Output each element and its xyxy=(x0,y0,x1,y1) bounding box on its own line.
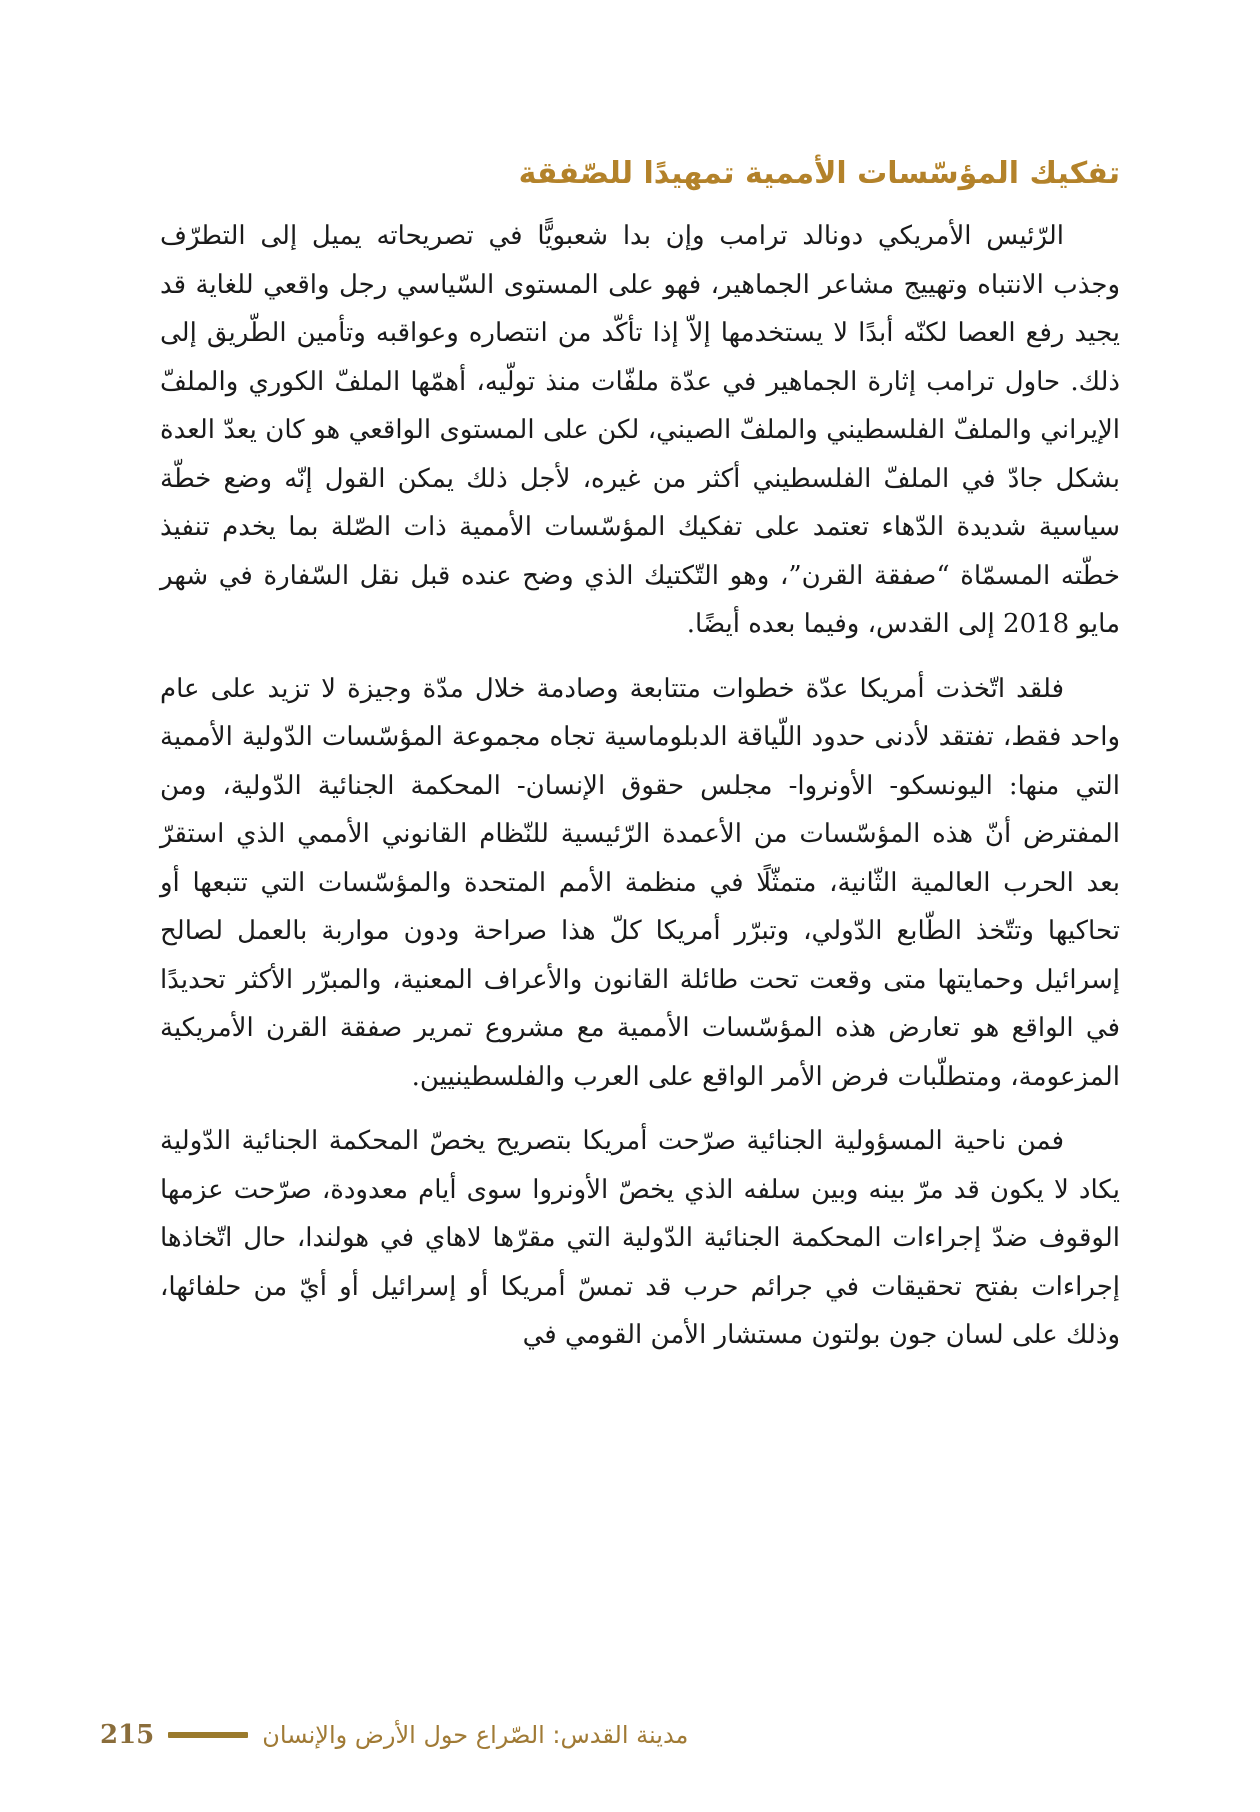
section-heading: تفكيك المؤسّسات الأممية تمهيدًا للصّفقة xyxy=(518,156,1120,191)
paragraph-1: الرّئيس الأمريكي دونالد ترامب وإن بدا شعبويًّا في تصريحاته يميل إلى التطرّف وجذب الانتباه وتهييج مشاعر الجماهير، فهو على المستوى السّياسي رجل واقعي للغاية قد يجيد رفع العصا لكنّه أبدًا لا يستخدمها إلاّ إذا تأكّد من انتصاره وعواقبه وتأمين الطّريق إلى ذلك. حاول ترامب إثارة الجماهير في عدّة ملفّات منذ تولّيه، أهمّها الملفّ الكوري والملفّ الإيراني والملفّ الفلسطيني والملفّ الصيني، لكن على المستوى الواقعي هو كان يعدّ العدة بشكل جادّ في الملفّ الفلسطيني أكثر من غيره، لأجل ذلك يمكن القول إنّه وضع خطّة سياسية شديدة الدّهاء تعتمد على تفكيك المؤسّسات الأممية ذات الصّلة بما يخدم تنفيذ خطّته المسمّاة “صفقة القرن”، وهو التّكتيك الذي وضح عنده قبل نقل السّفارة في شهر مايو 2018 إلى القدس، وفيما بعده أيضًا. xyxy=(160,221,1120,639)
running-title: مدينة القدس: الصّراع حول الأرض والإنسان xyxy=(262,1721,689,1749)
footer-divider-bar xyxy=(168,1732,248,1738)
page-footer xyxy=(100,1715,688,1755)
paragraph-2: فلقد اتّخذت أمريكا عدّة خطوات متتابعة وصادمة خلال مدّة وجيزة لا تزيد على عام واحد فقط، تفتقد لأدنى حدود اللّياقة الدبلوماسية تجاه مجموعة المؤسّسات الدّولية الأممية التي منها: اليونسكو- الأونروا- مجلس حقوق الإنسان- المحكمة الجنائية الدّولية، ومن المفترض أنّ هذه المؤسّسات من الأعمدة الرّئيسية للنّظام القانوني الأممي الذي استقرّ بعد الحرب العالمية الثّانية، متمثّلًا في منظمة الأمم المتحدة والمؤسّسات التي تتبعها أو تحاكيها وتتّخذ الطّابع الدّولي، وتبرّر أمريكا كلّ هذا صراحة ودون مواربة بالعمل لصالح إسرائيل وحمايتها متى وقعت تحت طائلة القانون والأعراف المعنية، والمبرّر الأكثر تحديدًا في الواقع هو تعارض هذه المؤسّسات الأممية مع مشروع تمرير صفقة القرن الأمريكية المزعومة، ومتطلّبات فرض الأمر الواقع على العرب والفلسطينيين. xyxy=(160,673,1120,1092)
body-text xyxy=(160,212,1120,1376)
page-number: 215 xyxy=(100,1720,155,1750)
paragraph-3: فمن ناحية المسؤولية الجنائية صرّحت أمريكا بتصريح يخصّ المحكمة الجنائية الدّولية يكاد لا يكون قد مرّ بينه وبين سلفه الذي يخصّ الأونروا سوى أيام معدودة، صرّحت عزمها الوقوف ضدّ إجراءات المحكمة الجنائية الدّولية التي مقرّها لاهاي في هولندا، حال اتّخاذها إجراءات بفتح تحقيقات في جرائم حرب قد تمسّ أمريكا أو إسرائيل أو أيّ من حلفائها، وذلك على لسان جون بولتون مستشار الأمن القومي في xyxy=(160,1126,1120,1350)
